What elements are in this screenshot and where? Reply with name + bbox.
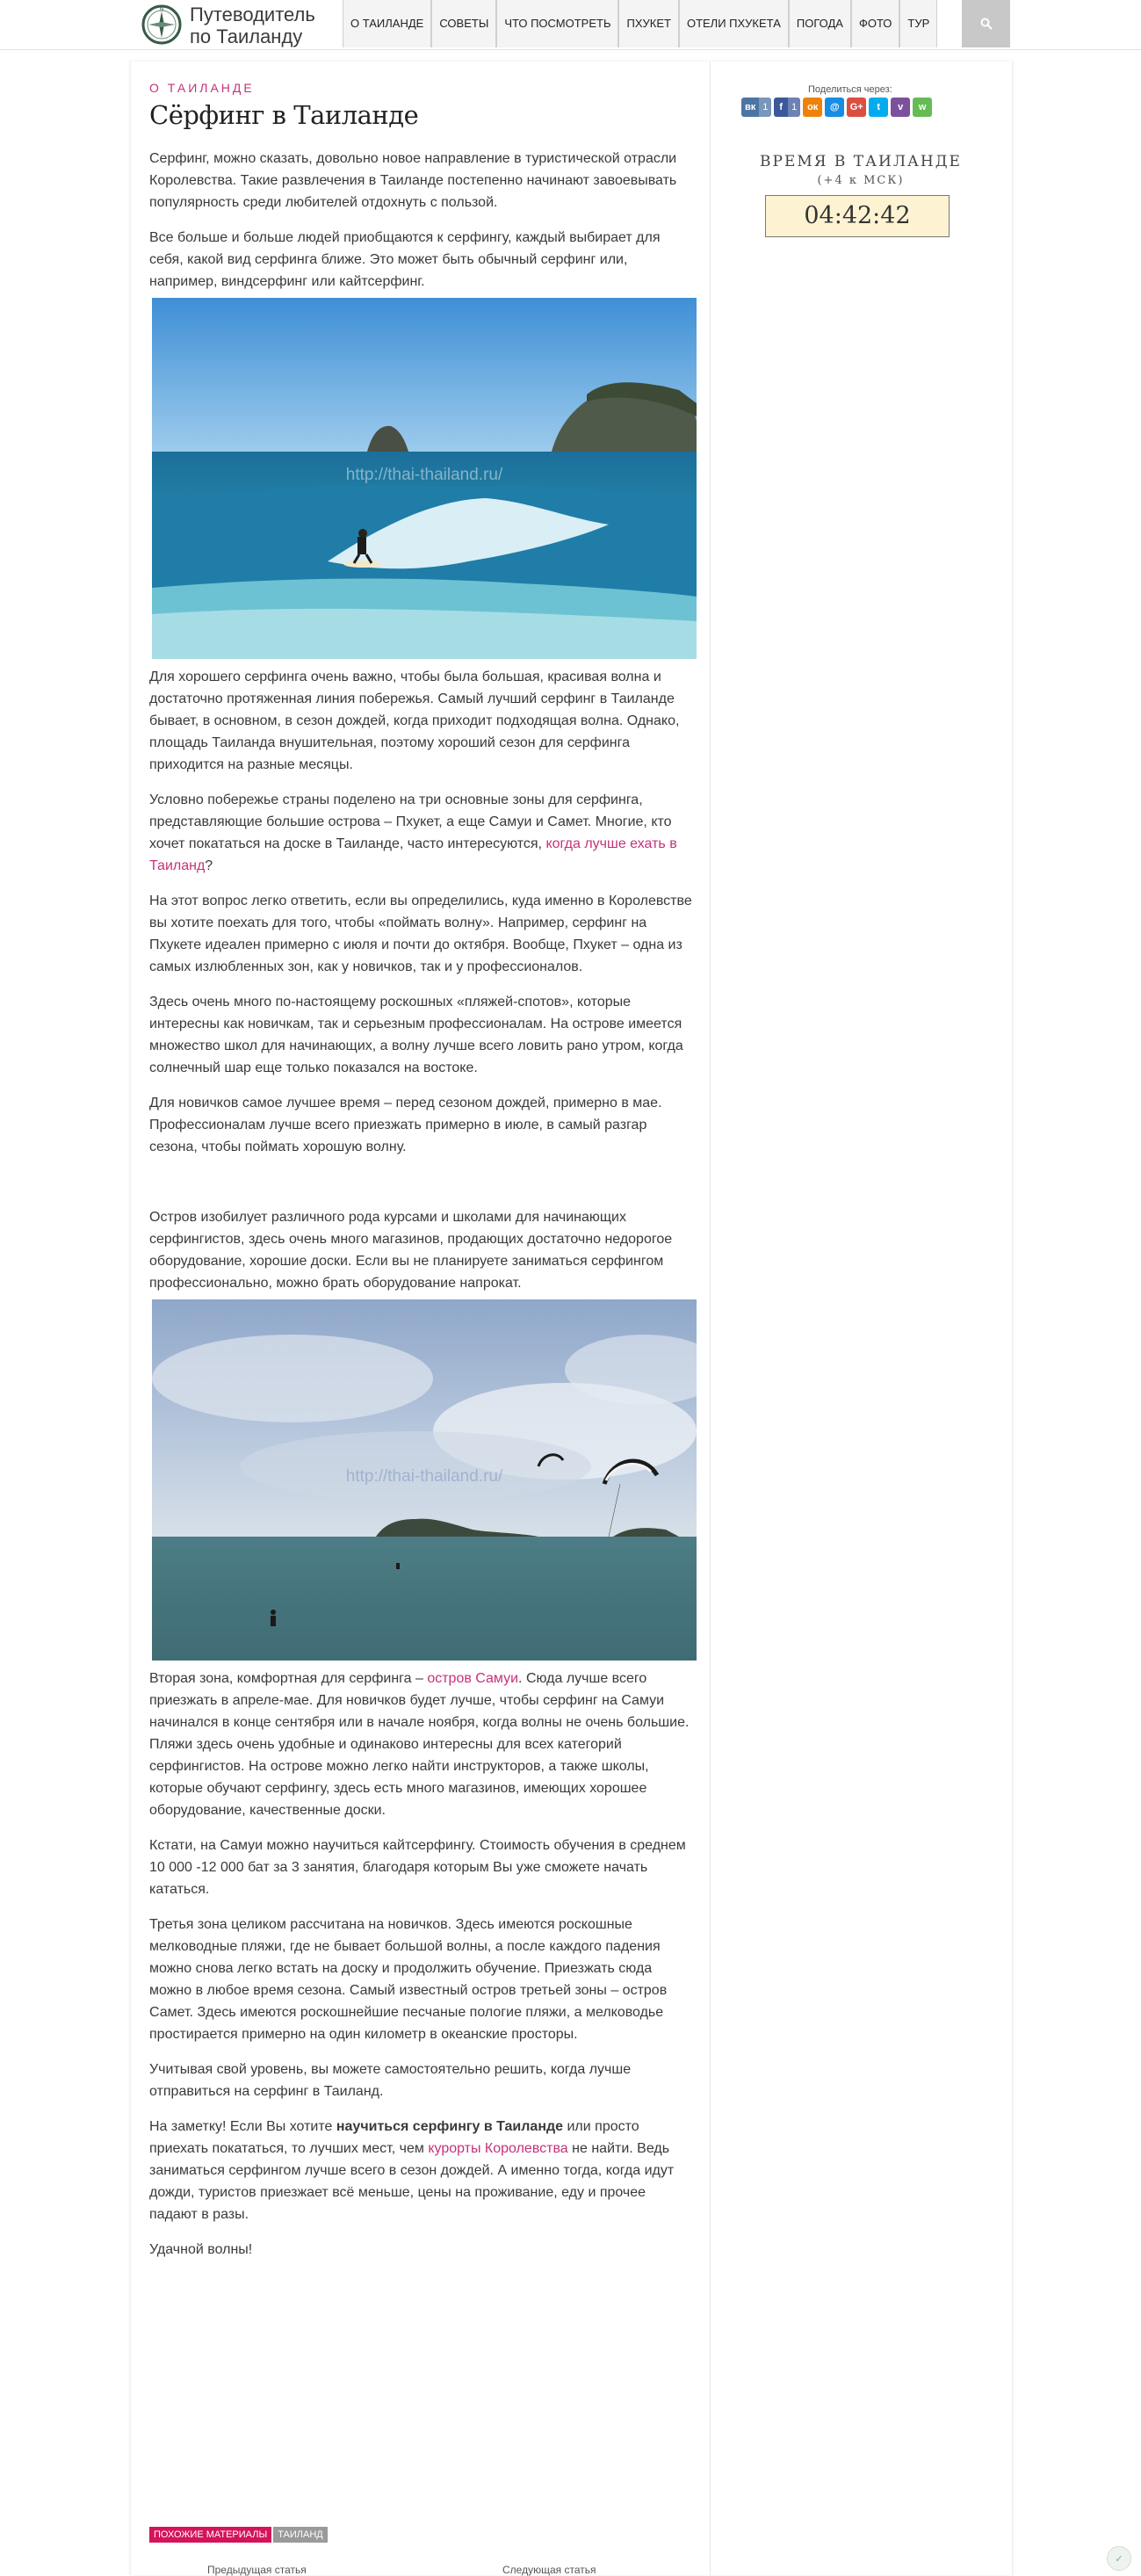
share-buttons [741, 98, 932, 117]
share-odnoklassniki-button[interactable] [803, 98, 822, 117]
nav-item-tips[interactable]: СОВЕТЫ [431, 0, 496, 47]
kitesurfing-photo [152, 1299, 697, 1661]
odnoklassniki-icon: ок [807, 102, 819, 112]
share-facebook-button[interactable] [774, 98, 800, 117]
link-samui[interactable]: остров Самуи [427, 1671, 519, 1686]
next-article-link[interactable]: Следующая статья [502, 2564, 596, 2576]
thailand-time-offset: (+4 к МСК) [817, 174, 905, 187]
paragraph [149, 2116, 694, 2225]
paragraph: Для хорошего серфинга очень важно, чтобы была большая, красивая волна и достаточно протяженная линия побережья. Самый лучший серфинг в Таиланде бывает, в основном, в сезон дождей, когда приходит подходящая волна. Однако, площадь Таиланда внушительная, поэтому хороший сезон для серфинга приходится на разные месяцы. [149, 669, 680, 772]
paragraph-text: Условно побережье страны поделено на три основные зоны для серфинга, представляющие большие острова – Пхукет, а еще Самуи и Самет. Многие, кто хочет покататься на доске в Таиланде, часто интересуются, [149, 792, 672, 851]
search-icon [980, 18, 993, 30]
article [149, 81, 694, 2274]
nav-item-phuket[interactable]: ПХУКЕТ [618, 0, 678, 47]
paragraph [149, 1668, 694, 1821]
share-twitter-button[interactable] [869, 98, 888, 117]
paragraph: Серфинг, можно сказать, довольно новое направление в туристической отрасли Королевства. Такие развлечения в Таиланде постепенно начинают завоевывать популярность среди любителей отдохнуть с пользой. [149, 151, 677, 210]
search-button[interactable] [962, 0, 1010, 47]
paragraph: Здесь очень много по-настоящему роскошных «пляжей-спотов», которые интересны как новичкам, так и серьезным профессионалам. На острове имеется множество школ для начинающих, а волну лучше всего ловить рано утром, когда солнечный шар еще только показался на востоке. [149, 995, 683, 1075]
article-tags [149, 2527, 328, 2543]
googleplus-icon: G+ [849, 102, 863, 112]
share-count: 1 [788, 98, 800, 117]
paragraph-text: не найти. Ведь заниматься серфингом лучше всего в сезон дождей. А именно тогда, когда идут дожди, туристов приезжает всё меньше, цены на проживание, еду и прочее падают в разы. [149, 2141, 675, 2222]
paragraph-text: Вторая зона, комфортная для серфинга – [149, 1671, 428, 1686]
svg-text:N: N [159, 6, 164, 12]
vk-icon: вк [745, 102, 756, 112]
share-vk-button[interactable] [741, 98, 771, 117]
main-nav [343, 0, 937, 47]
tag-thailand[interactable]: ТАИЛАНД [273, 2527, 328, 2543]
moimir-icon: @ [829, 102, 840, 112]
paragraph: Остров изобилует различного рода курсами и школами для начинающих серфингистов, здесь очень много магазинов, продающих достаточно недорогое оборудование, хорошие доски. Если вы не планируете заниматься серфингом профессионально, можно брать оборудование напрокат. [149, 1210, 673, 1291]
paragraph [149, 789, 694, 877]
thailand-clock: 04:42:42 [765, 195, 950, 237]
share-count: 1 [759, 98, 771, 117]
nav-item-hotels[interactable]: ОТЕЛИ ПХУКЕТА [679, 0, 789, 47]
site-logo[interactable] [141, 2, 334, 47]
paragraph-bold: научиться серфингу в Таиланде [336, 2119, 564, 2134]
nav-item-weather[interactable]: ПОГОДА [789, 0, 851, 47]
paragraph: Все больше и больше людей приобщаются к серфингу, каждый выбирает для себя, какой вид серфинга ближе. Это может быть обычный серфинг или, например, виндсерфинг или кайтсерфинг. [149, 230, 661, 289]
facebook-icon: f [779, 102, 784, 112]
paragraph-text: ? [205, 858, 213, 873]
link-when-to-go[interactable]: когда лучше ехать в Таиланд [149, 836, 677, 873]
nav-item-about[interactable]: О ТАИЛАНДЕ [343, 0, 431, 47]
nav-item-sights[interactable]: ЧТО ПОСМОТРЕТЬ [496, 0, 618, 47]
prev-article-link[interactable]: Предыдущая статья [207, 2564, 307, 2576]
logo-line2: по Таиланду [190, 25, 303, 47]
paragraph: Кстати, на Самуи можно научиться кайтсерфингу. Стоимость обучения в среднем 10 000 -12 000 бат за 3 занятия, благодаря которым Вы уже сможете начать кататься. [149, 1838, 686, 1897]
tag-related[interactable]: ПОХОЖИЕ МАТЕРИАЛЫ [149, 2527, 271, 2543]
nav-item-tour[interactable]: ТУР [899, 0, 937, 47]
shield-icon[interactable]: ✓ [1107, 2546, 1131, 2571]
paragraph: Третья зона целиком рассчитана на новичков. Здесь имеются роскошные мелководные пляжи, где не бывает большой волны, а после каждого падения можно снова легко встать на доску и продолжить обучение. Приезжать сюда можно в любое время сезона. Самый известный остров третьей зоны – остров Самет. Здесь имеются роскошнейшие песчаные пологие пляжи, а мелководье простирается примерно на один километр в океанские просторы. [149, 1917, 668, 2042]
twitter-icon: t [877, 102, 881, 112]
compass-icon [141, 4, 183, 46]
article-category[interactable]: О ТАИЛАНДЕ [149, 81, 255, 95]
photo-watermark: http://thai-thailand.ru/ [345, 1467, 503, 1486]
share-viber-button[interactable] [891, 98, 910, 117]
share-whatsapp-button[interactable] [913, 98, 932, 117]
paragraph: Для новичков самое лучшее время – перед сезоном дождей, примерно в мае. Профессионалам лучше всего приезжать примерно в июле, в самый разгар сезона, чтобы поймать хорошую волну. [149, 1096, 662, 1154]
nav-item-photo[interactable]: ФОТО [851, 0, 899, 47]
surfing-photo [152, 298, 697, 659]
share-moimir-button[interactable] [825, 98, 844, 117]
paragraph-text: . Сюда лучше всего приезжать в апреле-мае. Для новичков будет лучше, чтобы серфинг на Самуи начинался в конце сентября или в начале ноября, когда волны не очень большие. Пляжи здесь очень удобные и одинаково интересны для всех категорий серфингистов. На острове можно легко найти инструкторов, а также школы, которые обучают серфингу, здесь есть много магазинов, имеющих хорошее оборудование, качественные доски. [149, 1671, 690, 1818]
whatsapp-icon: w [918, 102, 927, 112]
share-label: Поделиться через: [808, 84, 892, 95]
top-header [0, 0, 1141, 50]
link-resorts[interactable]: курорты Королевства [428, 2141, 568, 2156]
paragraph: Удачной волны! [149, 2242, 253, 2257]
logo-text [190, 4, 315, 47]
paragraph: Учитывая свой уровень, вы можете самостоятельно решить, когда лучше отправиться на серфинг в Таиланд. [149, 2062, 632, 2099]
article-title: Сёрфинг в Таиланде [149, 100, 419, 130]
paragraph-text: На заметку! Если Вы хотите [149, 2119, 336, 2134]
logo-line1: Путеводитель [190, 4, 315, 25]
viber-icon: v [898, 102, 904, 112]
share-googleplus-button[interactable] [847, 98, 866, 117]
thailand-time-title: ВРЕМЯ В ТАИЛАНДЕ [760, 153, 962, 170]
paragraph: На этот вопрос легко ответить, если вы определились, куда именно в Королевстве вы хотите поехать для того, чтобы «поймать волну». Например, серфинг на Пхукете идеален примерно с июля и почти до октября. Вообще, Пхукет – одна из самых излюбленных зон, как у новичков, так и у профессионалов. [149, 894, 692, 974]
paragraph-text: или просто приехать покататься, то лучших мест, чем [149, 2119, 639, 2156]
photo-watermark: http://thai-thailand.ru/ [345, 466, 503, 484]
